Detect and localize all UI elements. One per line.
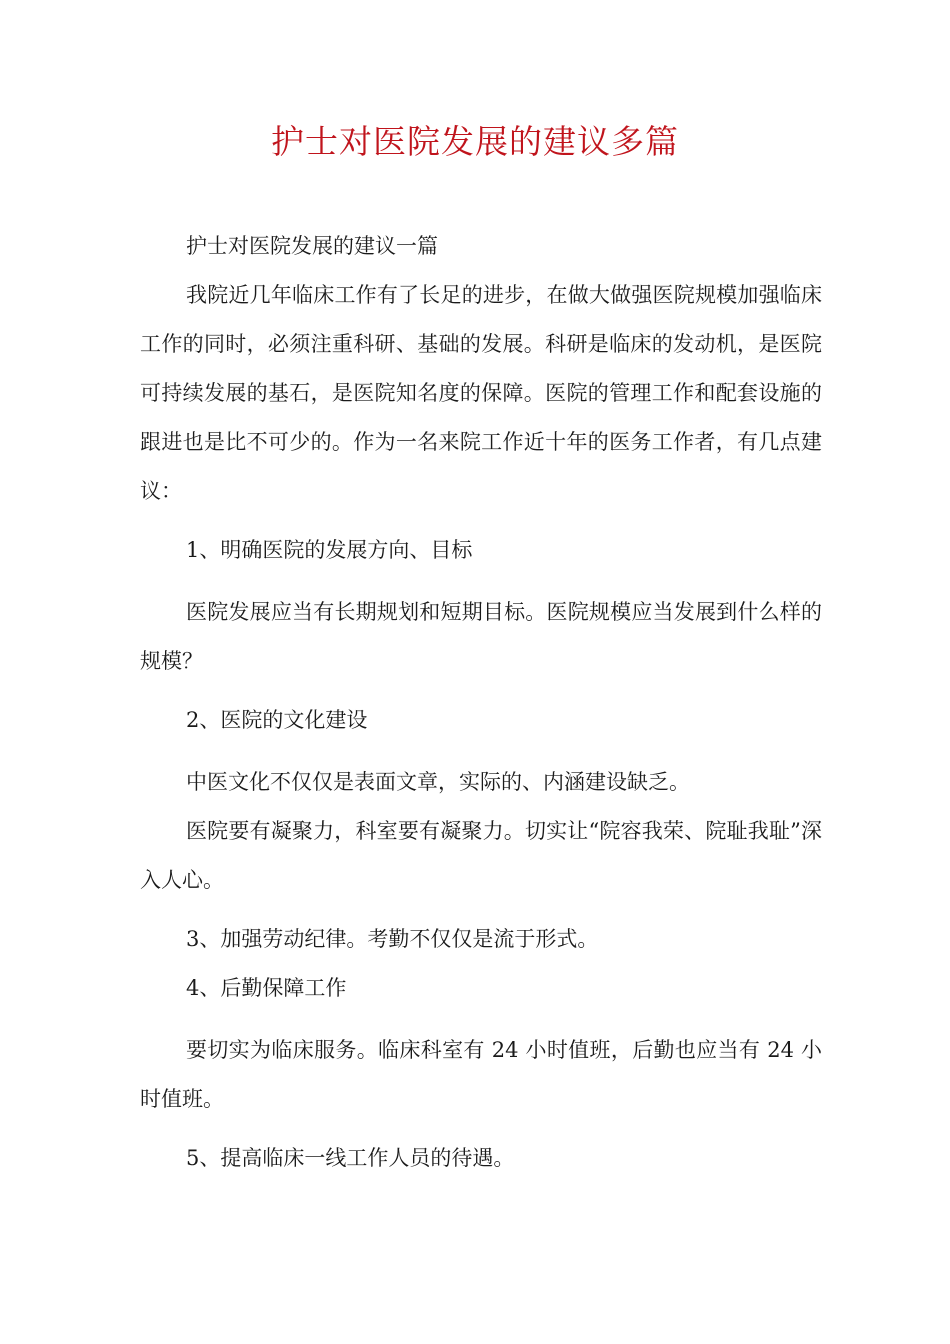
item4-heading: 4、后勤保障工作 bbox=[186, 976, 347, 1000]
item4-paragraph: 要切实为临床服务。临床科室有 24 小时值班，后勤也应当有 24 小时值班。 bbox=[140, 1038, 822, 1111]
document-body bbox=[140, 222, 822, 1183]
item5-heading: 5、提高临床一线工作人员的待遇。 bbox=[186, 1146, 515, 1170]
item2-paragraph-2: 医院要有凝聚力，科室要有凝聚力。切实让“院容我荣、院耻我耻”深入人心。 bbox=[140, 819, 822, 892]
item2-paragraph-1: 中医文化不仅仅是表面文章，实际的、内涵建设缺乏。 bbox=[186, 770, 690, 794]
section-subtitle: 护士对医院发展的建议一篇 bbox=[186, 234, 438, 258]
document-title: 护士对医院发展的建议多篇 bbox=[271, 122, 679, 161]
intro-paragraph: 我院近几年临床工作有了长足的进步，在做大做强医院规模加强临床工作的同时，必须注重科研、基础的发展。科研是临床的发动机，是医院可持续发展的基石，是医院知名度的保障。医院的管理工作和配套设施的跟进也是比不可少的。作为一名来院工作近十年的医务工作者，有几点建议： bbox=[140, 283, 822, 503]
item3-heading: 3、加强劳动纪律。考勤不仅仅是流于形式。 bbox=[186, 927, 599, 951]
item2-heading: 2、医院的文化建设 bbox=[186, 708, 368, 732]
item1-heading: 1、明确医院的发展方向、目标 bbox=[186, 538, 473, 562]
item1-paragraph: 医院发展应当有长期规划和短期目标。医院规模应当发展到什么样的规模？ bbox=[140, 600, 822, 673]
